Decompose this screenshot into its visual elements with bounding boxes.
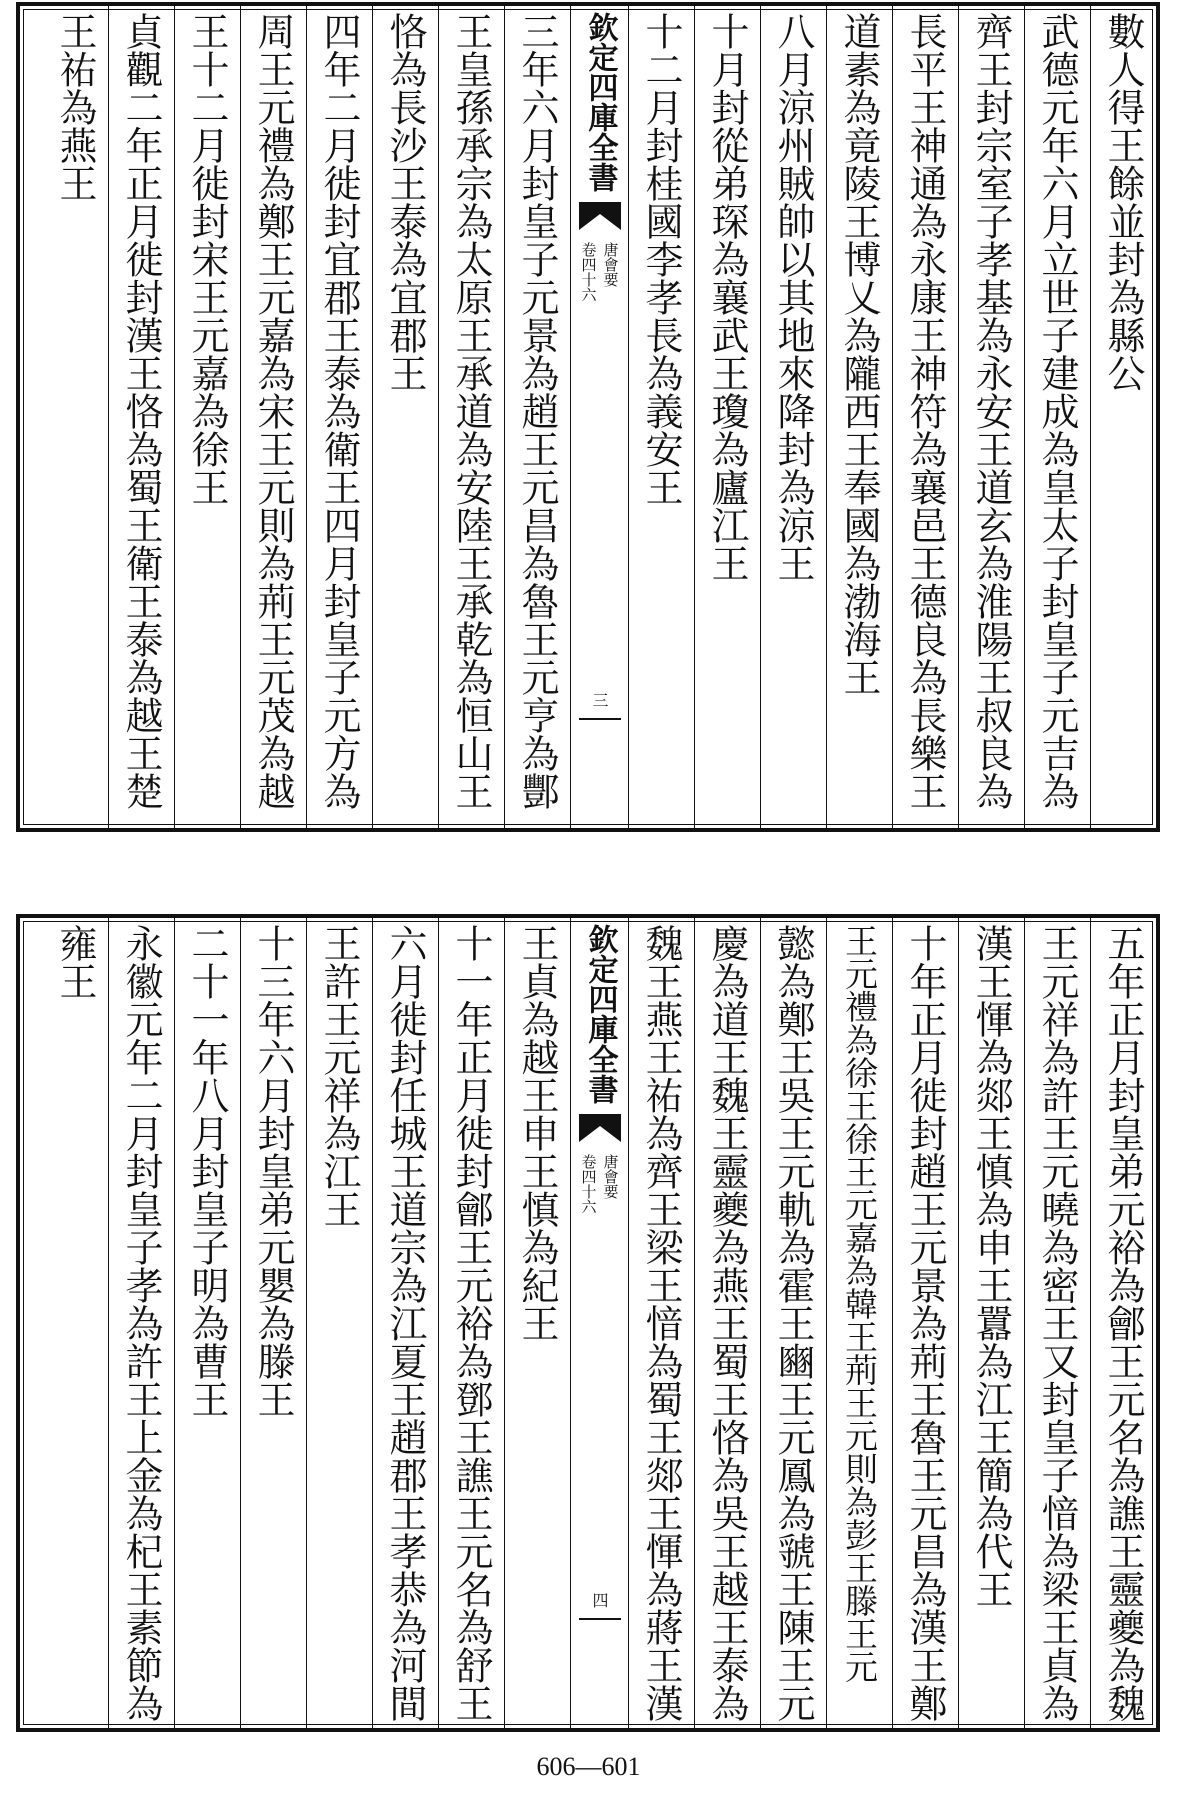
text-column: 道素為竟陵王博乂為隴西王奉國為渤海王 [826, 6, 892, 828]
spine-volume: 卷四十六 [579, 242, 598, 302]
text-column: 漢王惲為郯王慎為申王囂為江王簡為代王 [958, 918, 1024, 1728]
text-column: 王許王元祥為江王 [306, 918, 372, 1728]
text-column: 貞觀二年正月徙封漢王恪為蜀王衛王泰為越王楚 [108, 6, 174, 828]
fish-tail-icon [577, 1112, 623, 1146]
text-column: 雍王 [53, 924, 97, 1000]
footer-page-code: 606—601 [536, 1752, 641, 1781]
text-column: 王貞為越王申王慎為紀王 [504, 918, 570, 1728]
spine-title: 欽定四庫全書 [582, 924, 618, 1104]
page-bottom [16, 914, 1160, 1732]
text-column: 八月涼州賊帥以其地來降封為涼王 [760, 6, 826, 828]
text-column: 十三年六月封皇弟元嬰為滕王 [240, 918, 306, 1728]
text-column: 十一年正月徙封鄶王元裕為鄧王譙王元名為舒王 [438, 918, 504, 1728]
page-top [16, 2, 1160, 832]
spine-title: 欽定四庫全書 [582, 12, 618, 192]
text-column: 永徽元年二月封皇子孝為許王上金為杞王素節為 [108, 918, 174, 1728]
text-column: 王十二月徙封宋王元嘉為徐王 [174, 6, 240, 828]
text-column: 王元祥為許王元曉為密王又封皇子愔為梁王貞為 [1024, 918, 1090, 1728]
spine-book-title: 唐會要 [601, 1154, 620, 1199]
text-column: 王元禮為徐王徐王元嘉為韓王荊王元則為彭王滕王元 [826, 918, 892, 1728]
text-column: 十年正月徙封趙王元景為荊王魯王元昌為漢王鄭 [892, 918, 958, 1728]
spine-volume: 卷四十六 [579, 1154, 598, 1214]
fish-tail-icon [577, 200, 623, 234]
center-spine [570, 6, 628, 828]
text-column: 王皇孫承宗為太原王承道為安陸王承乾為恒山王 [438, 6, 504, 828]
text-column: 四年二月徙封宜郡王泰為衛王四月封皇子元方為 [306, 6, 372, 828]
text-column: 三年六月封皇子元景為趙王元昌為魯王元亨為酆 [504, 6, 570, 828]
text-column: 長平王神通為永康王神符為襄邑王德良為長樂王 [892, 6, 958, 828]
page-number: 三 [590, 692, 609, 708]
text-column: 慶為道王魏王靈夔為燕王蜀王恪為吳王越王泰為 [694, 918, 760, 1728]
text-column: 王祐為燕王 [53, 12, 97, 202]
text-column: 懿為鄭王吳王元軌為霍王豳王元鳳為虢王陳王元 [760, 918, 826, 1728]
spine-divider [579, 718, 621, 720]
center-spine [570, 918, 628, 1728]
text-column: 六月徙封任城王道宗為江夏王趙郡王孝恭為河間 [372, 918, 438, 1728]
page-number: 四 [590, 1592, 609, 1608]
text-column: 十月封從弟琛為襄武王瓊為廬江王 [694, 6, 760, 828]
text-column: 二十一年八月封皇子明為曹王 [174, 918, 240, 1728]
text-column: 恪為長沙王泰為宜郡王 [372, 6, 438, 828]
text-column: 周王元禮為鄭王元嘉為宋王元則為荊王元茂為越 [240, 6, 306, 828]
spine-divider [579, 1618, 621, 1620]
text-column: 魏王燕王祐為齊王梁王愔為蜀王郯王惲為蔣王漢 [628, 918, 694, 1728]
text-column: 武德元年六月立世子建成為皇太子封皇子元吉為 [1024, 6, 1090, 828]
text-column: 五年正月封皇弟元裕為鄶王元名為譙王靈夔為魏 [1090, 918, 1156, 1728]
text-column: 十二月封桂國李孝長為義安王 [628, 6, 694, 828]
spine-book-title: 唐會要 [601, 242, 620, 287]
text-column: 數人得王餘並封為縣公 [1090, 6, 1156, 828]
text-column: 齊王封宗室子孝基為永安王道玄為淮陽王叔良為 [958, 6, 1024, 828]
